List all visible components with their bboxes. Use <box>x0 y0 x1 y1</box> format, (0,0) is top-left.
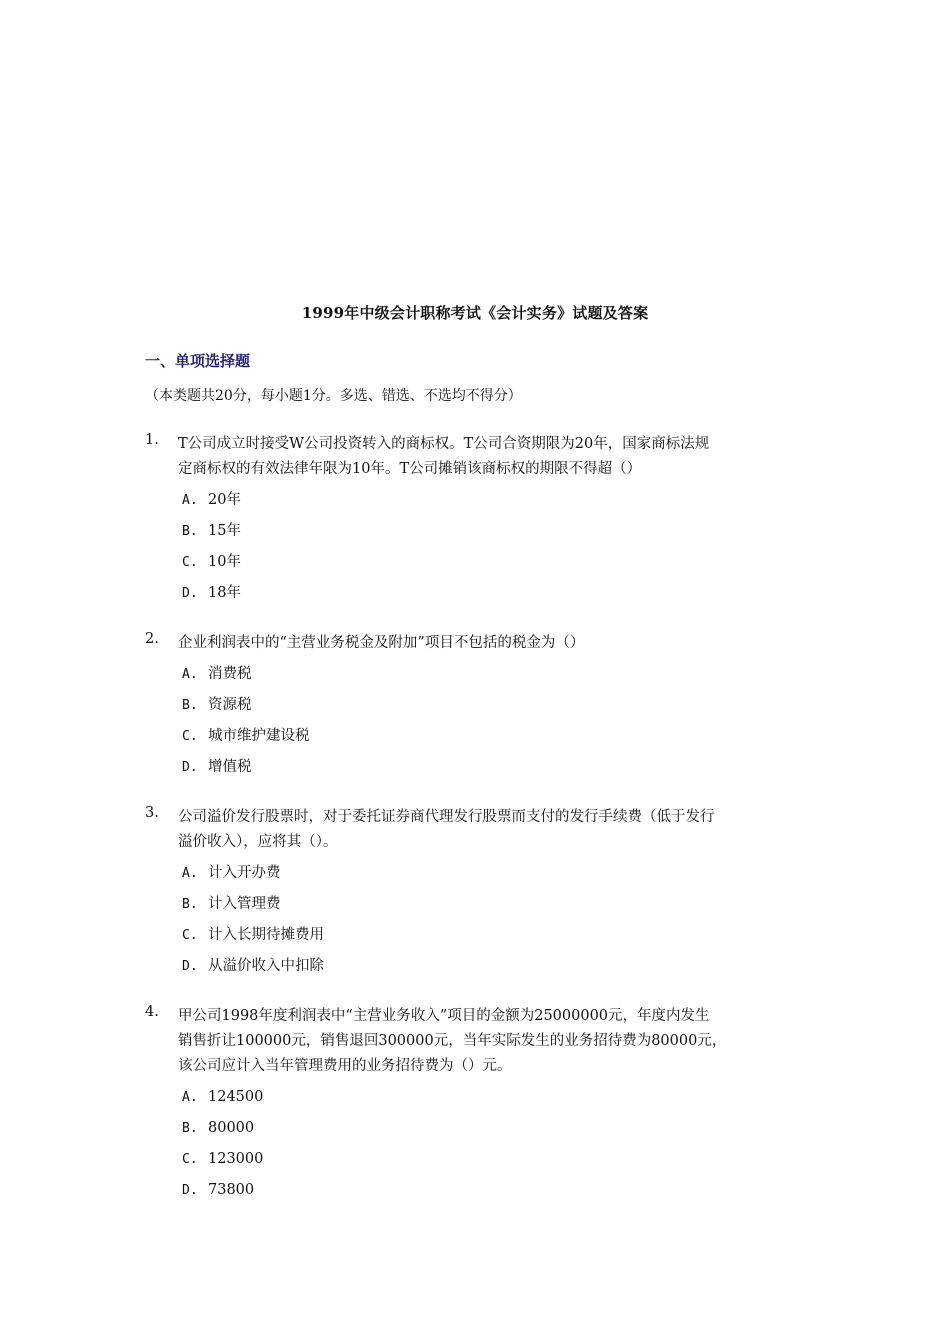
option-letter: C. <box>182 1152 198 1167</box>
option-a <box>182 861 815 892</box>
option-c <box>182 724 815 755</box>
question-text <box>178 1004 815 1079</box>
option-list <box>182 861 815 985</box>
option-text: 15年 <box>208 523 241 539</box>
document-title: 1999年中级会计职称考试《会计实务》试题及答案 <box>301 304 649 322</box>
option-d <box>182 1178 815 1209</box>
option-c <box>182 550 815 581</box>
option-letter: D. <box>182 586 198 601</box>
option-letter: C. <box>182 928 198 943</box>
option-letter: A. <box>182 493 198 508</box>
option-b <box>182 693 815 724</box>
option-d <box>182 954 815 985</box>
option-list <box>182 662 815 786</box>
question-text <box>178 631 815 656</box>
option-text: 80000 <box>208 1120 255 1136</box>
question-line: 销售折让100000元，销售退回300000元，当年实际发生的业务招待费为80000元， <box>178 1033 727 1049</box>
question-1 <box>145 432 815 612</box>
question-4 <box>145 1004 815 1209</box>
option-b <box>182 892 815 923</box>
option-text: 124500 <box>208 1089 264 1105</box>
option-text: 73800 <box>208 1182 255 1198</box>
question-number: 2. <box>145 631 159 647</box>
question-text <box>178 432 815 482</box>
option-letter: D. <box>182 760 198 775</box>
option-letter: A. <box>182 1090 198 1105</box>
option-letter: A. <box>182 866 198 881</box>
question-2 <box>145 631 815 786</box>
question-3 <box>145 805 815 985</box>
option-d <box>182 581 815 612</box>
option-text: 计入管理费 <box>208 896 281 912</box>
question-line: 甲公司1998年度利润表中“主营业务收入”项目的金额为25000000元，年度内发生 <box>178 1008 710 1024</box>
option-letter: B. <box>182 524 198 539</box>
option-a <box>182 1085 815 1116</box>
option-b <box>182 1116 815 1147</box>
question-number: 4. <box>145 1004 159 1020</box>
question-line: T公司成立时接受W公司投资转入的商标权。T公司合资期限为20年，国家商标法规 <box>178 436 710 452</box>
question-line: 溢价收入），应将其（）。 <box>178 834 338 850</box>
option-text: 计入开办费 <box>208 865 281 881</box>
option-a <box>182 488 815 519</box>
option-text: 18年 <box>208 585 241 601</box>
question-line: 定商标权的有效法律年限为10年。T公司摊销该商标权的期限不得超（） <box>178 461 642 477</box>
option-text: 资源税 <box>208 697 252 713</box>
option-a <box>182 662 815 693</box>
option-letter: C. <box>182 555 198 570</box>
option-c <box>182 923 815 954</box>
option-letter: C. <box>182 729 198 744</box>
option-d <box>182 755 815 786</box>
question-number: 3. <box>145 805 159 821</box>
option-text: 20年 <box>208 492 241 508</box>
option-text: 123000 <box>208 1151 264 1167</box>
option-letter: B. <box>182 1121 198 1136</box>
option-text: 消费税 <box>208 666 252 682</box>
question-line: 该公司应计入当年管理费用的业务招待费为（）元。 <box>178 1058 512 1074</box>
option-text: 从溢价收入中扣除 <box>208 958 324 974</box>
option-text: 增值税 <box>208 759 252 775</box>
section-note: （本类题共20分，每小题1分。多选、错选、不选均不得分） <box>145 388 522 404</box>
section-heading: 一、单项选择题 <box>145 352 251 370</box>
option-letter: D. <box>182 1183 198 1198</box>
question-line: 企业利润表中的“主营业务税金及附加”项目不包括的税金为（） <box>178 635 585 651</box>
question-text <box>178 805 815 855</box>
option-b <box>182 519 815 550</box>
option-text: 10年 <box>208 554 241 570</box>
option-list <box>182 488 815 612</box>
option-list <box>182 1085 815 1209</box>
question-line: 公司溢价发行股票时，对于委托证券商代理发行股票而支付的发行手续费（低于发行 <box>178 809 715 825</box>
question-number: 1. <box>145 432 159 448</box>
option-letter: D. <box>182 959 198 974</box>
option-letter: B. <box>182 698 198 713</box>
option-text: 城市维护建设税 <box>208 728 310 744</box>
option-letter: B. <box>182 897 198 912</box>
option-text: 计入长期待摊费用 <box>208 927 324 943</box>
option-c <box>182 1147 815 1178</box>
option-letter: A. <box>182 667 198 682</box>
